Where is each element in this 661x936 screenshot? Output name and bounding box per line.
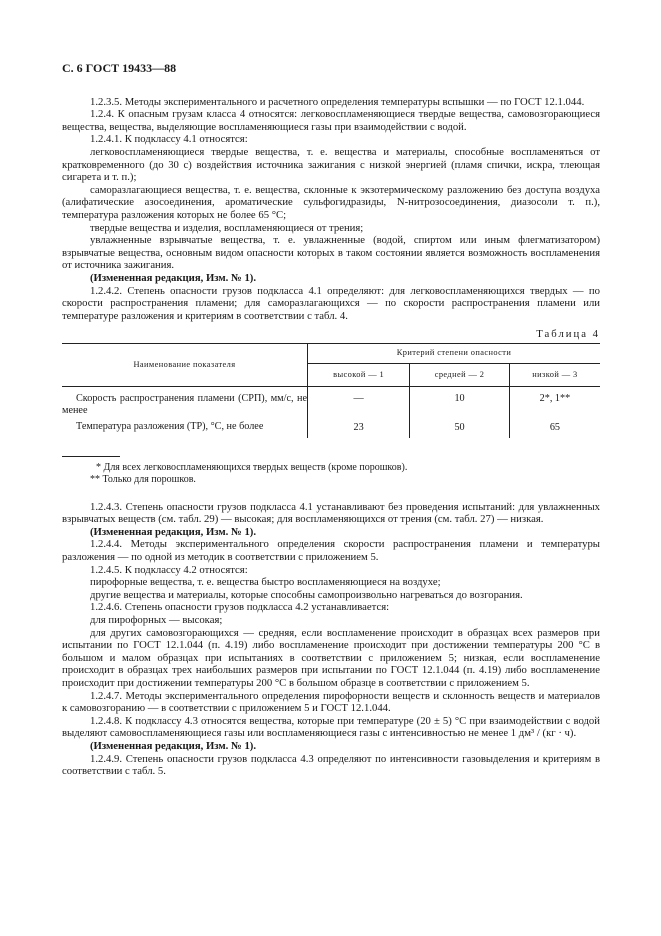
table-row (62, 386, 600, 418)
item-self-heating: другие вещества и материалы, которые способны самопроизвольно нагреваться до возгорания. (90, 588, 523, 601)
table-caption: Таблица 4 (536, 328, 600, 341)
document-page (62, 62, 600, 778)
cell-value: 23 (353, 422, 364, 434)
row-name: Скорость распространения пламени (СРП), мм/с, не менее (62, 386, 308, 418)
cell-value: 50 (410, 418, 510, 438)
footnote-2: ** Только для порошков. (90, 474, 196, 486)
cell-value: 10 (410, 386, 510, 418)
paragraph-1-2-4-4: 1.2.4.4. Методы экспериментального определения скорости распространения пламени и температуры разложения — по одной из методик в соответствии с приложением 5. (62, 538, 600, 564)
item-pyrophoric-degree: для пирофорных — высокая; (90, 614, 223, 626)
page-header: С. 6 ГОСТ 19433—88 (62, 61, 177, 75)
table-row (62, 418, 600, 438)
level-medium: средней — 2 (410, 363, 510, 386)
item-other-degree: для других самовозгорающихся — средняя, если воспламенение происходит в образцах всех размеров при испытании по ГОСТ 12.1.044 (п. 4.19) либо воспламенение происходит при достижении температуры 200 °С в большом и малом образцах при испытаниях в соответствии с приложением 5; низкая, если воспламенение происходит в образцах трех наибольших размеров при испытании по ГОСТ 12.1.044 (п. 4.19) либо воспламенение происходит при достижении температуры 200 °С в большом образце в соответствии с приложением 5. (62, 626, 600, 689)
paragraph-1-2-4-9: 1.2.4.9. Степень опасности грузов подкласса 4.3 определяют по интенсивности газовыделения и критериям в соответствии с табл. 5. (62, 752, 600, 778)
edit-note: (Измененная редакция, Изм. № 1). (90, 739, 257, 752)
footnote-1: * Для всех легковоспламеняющихся твердых веществ (кроме порошков). (96, 461, 408, 473)
item-self-decomposing: саморазлагающиеся вещества, т. е. вещества, склонные к экзотермическому разложению без доступа воздуха (алифатические азосоединения, ароматические сульфогидразиды, N-нитрозосоединения, диазосоли т. п.), температура разложения которых не более 65 °С; (62, 183, 600, 221)
item-friction-solids: твердые вещества и изделия, воспламеняющиеся от трения; (90, 221, 364, 234)
paragraph-1-2-4-3: 1.2.4.3. Степень опасности грузов подкласса 4.1 устанавливают без проведения испытаний: для увлажненных взрывчатых веществ (см. табл. 29) — высокая; для воспламеняющихся от трения (см. табл. 27) — низкая. (62, 500, 600, 526)
item-flammable-solids: легковоспламеняющиеся твердые вещества, т. е. вещества и материалы, способные воспламеняться от кратковременного (до 30 с) воздействия источника зажигания с низкой энергией (пламя спички, искра, тлеющая сигарета и т. п.); (62, 145, 600, 184)
paragraph-1-2-4-2: 1.2.4.2. Степень опасности грузов подкласса 4.1 определяют: для легковоспламеняющихся твердых — по скорости распространения пламени; для саморазлагающихся — по скорости распространения пламени или температуре разложения и критериям в соответствии с табл. 4. (62, 284, 600, 322)
column-header-criteria: Критерий степени опасности (308, 343, 601, 363)
cell-value: 2*, 1** (509, 386, 600, 418)
item-wetted-explosives: увлажненные взрывчатые вещества, т. е. увлажненные (водой, спиртом или иным флегматизатором) взрывчатые вещества, основным видом опасности которых в таком состоянии является возможность воспламенения от источника зажигания. (62, 234, 600, 272)
edit-note: (Измененная редакция, Изм. № 1). (90, 525, 257, 538)
criteria-table (62, 343, 600, 438)
paragraph-1-2-3-5: 1.2.3.5. Методы экспериментального и расчетного определения температуры вспышки — по ГОСТ 12.1.044. (90, 95, 585, 108)
paragraph-1-2-4: 1.2.4. К опасным грузам класса 4 относятся: легковоспламеняющиеся твердые вещества, самовозгорающиеся вещества, вещества, выделяющие воспламеняющиеся газы при взаимодействии с водой. (62, 108, 600, 133)
paragraph-1-2-4-5: 1.2.4.5. К подклассу 4.2 относятся: (90, 563, 248, 576)
item-pyrophoric: пирофорные вещества, т. е. вещества быстро воспламеняющиеся на воздухе; (90, 576, 441, 589)
paragraph-1-2-4-1: 1.2.4.1. К подклассу 4.1 относятся: (90, 133, 248, 146)
column-header-name: Наименование показателя (62, 343, 308, 386)
paragraph-1-2-4-6: 1.2.4.6. Степень опасности грузов подкласса 4.2 устанавливается: (90, 601, 390, 614)
level-low: низкой — 3 (509, 363, 600, 386)
cell-value: — (353, 392, 364, 404)
row-name: Температура разложения (ТР), °С, не более (62, 418, 308, 438)
level-high: высокой — 1 (308, 363, 410, 386)
paragraph-1-2-4-7: 1.2.4.7. Методы экспериментального определения пирофорности веществ и склонность веществ и материалов к самовозгоранию — в соответствии с приложением 5 и ГОСТ 12.1.044. (62, 689, 600, 715)
footnote-divider (62, 456, 120, 457)
paragraph-1-2-4-8: 1.2.4.8. К подклассу 4.3 относятся вещества, которые при температуре (20 ± 5) °С при взаимодействии с водой выделяют самовоспламеняющиеся газы или воспламеняющиеся газы с интенсивностью не менее 1 дм³ / (кг · ч). (62, 714, 600, 740)
cell-value: 65 (509, 418, 600, 438)
edit-note: (Измененная редакция, Изм. № 1). (90, 271, 257, 284)
